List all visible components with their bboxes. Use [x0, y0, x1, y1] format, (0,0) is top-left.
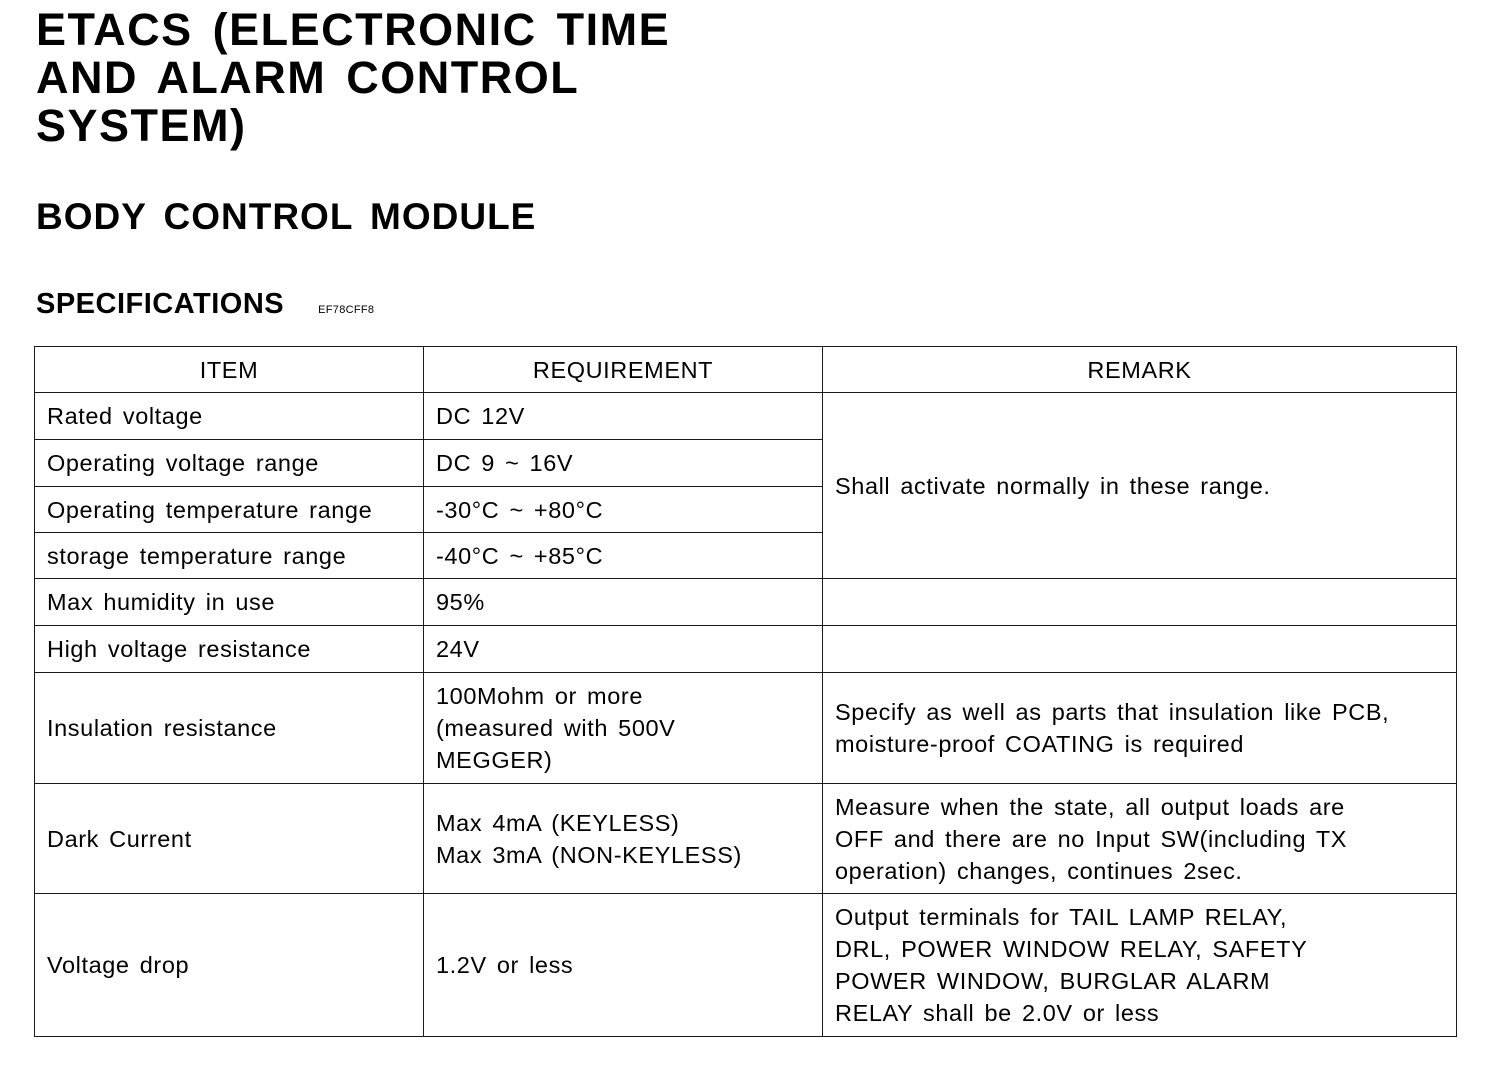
requirement-line: Max 4mA (KEYLESS): [436, 809, 680, 836]
item-cell: Operating temperature range: [35, 487, 424, 533]
remark-line: operation) changes, continues 2sec.: [835, 857, 1243, 884]
requirement-cell: [424, 673, 823, 784]
main-title: ETACS (ELECTRONIC TIME AND ALARM CONTROL SYSTEM): [36, 4, 671, 151]
specifications-table: [34, 346, 1457, 1037]
requirement-line: MEGGER): [436, 747, 553, 773]
table-row: [35, 894, 1457, 1037]
item-cell: Operating voltage range: [35, 440, 424, 487]
document-code: EF78CFF8: [318, 304, 375, 316]
specifications-heading: [36, 286, 374, 322]
item-cell: Insulation resistance: [35, 673, 424, 784]
table-header-row: [35, 347, 1457, 393]
remark-line: RELAY shall be 2.0V or less: [835, 1000, 1160, 1026]
requirement-cell: -40°C ~ +85°C: [424, 533, 823, 579]
table-row: [35, 673, 1457, 784]
header-requirement: REQUIREMENT: [424, 347, 823, 393]
table-row: [35, 393, 1457, 440]
remark-cell: [823, 673, 1457, 784]
requirement-cell: DC 12V: [424, 393, 823, 440]
remark-line: DRL, POWER WINDOW RELAY, SAFETY: [835, 936, 1308, 962]
specifications-label: SPECIFICATIONS: [36, 288, 285, 320]
remark-line: Output terminals for TAIL LAMP RELAY,: [835, 904, 1288, 930]
item-cell: Voltage drop: [35, 894, 424, 1037]
requirement-line: 100Mohm or more: [436, 683, 643, 709]
item-cell: Rated voltage: [35, 393, 424, 440]
item-cell: storage temperature range: [35, 533, 424, 579]
requirement-line: (measured with 500V: [436, 715, 676, 741]
remark-cell: [823, 579, 1457, 626]
remark-line: Measure when the state, all output loads are: [835, 793, 1345, 820]
table-row: [35, 579, 1457, 626]
header-remark: REMARK: [823, 347, 1457, 393]
requirement-cell: 24V: [424, 626, 823, 673]
requirement-cell: -30°C ~ +80°C: [424, 487, 823, 533]
shared-remark-cell: Shall activate normally in these range.: [823, 393, 1457, 579]
remark-line: moisture-proof COATING is required: [835, 731, 1244, 757]
remark-cell: [823, 626, 1457, 673]
remark-cell: [823, 894, 1457, 1037]
section-title: BODY CONTROL MODULE: [36, 196, 537, 237]
header-item: ITEM: [35, 347, 424, 393]
item-cell: High voltage resistance: [35, 626, 424, 673]
requirement-cell: [424, 784, 823, 894]
remark-line: POWER WINDOW, BURGLAR ALARM: [835, 968, 1271, 994]
requirement-cell: DC 9 ~ 16V: [424, 440, 823, 487]
requirement-cell: 95%: [424, 579, 823, 626]
requirement-cell: 1.2V or less: [424, 894, 823, 1037]
remark-cell: [823, 784, 1457, 894]
requirement-line: Max 3mA (NON-KEYLESS): [436, 841, 742, 868]
remark-line: OFF and there are no Input SW(including TX: [835, 825, 1348, 852]
table-row: [35, 626, 1457, 673]
table-row: [35, 784, 1457, 894]
remark-line: Specify as well as parts that insulation like PCB,: [835, 699, 1390, 725]
item-cell: Dark Current: [35, 784, 424, 894]
item-cell: Max humidity in use: [35, 579, 424, 626]
